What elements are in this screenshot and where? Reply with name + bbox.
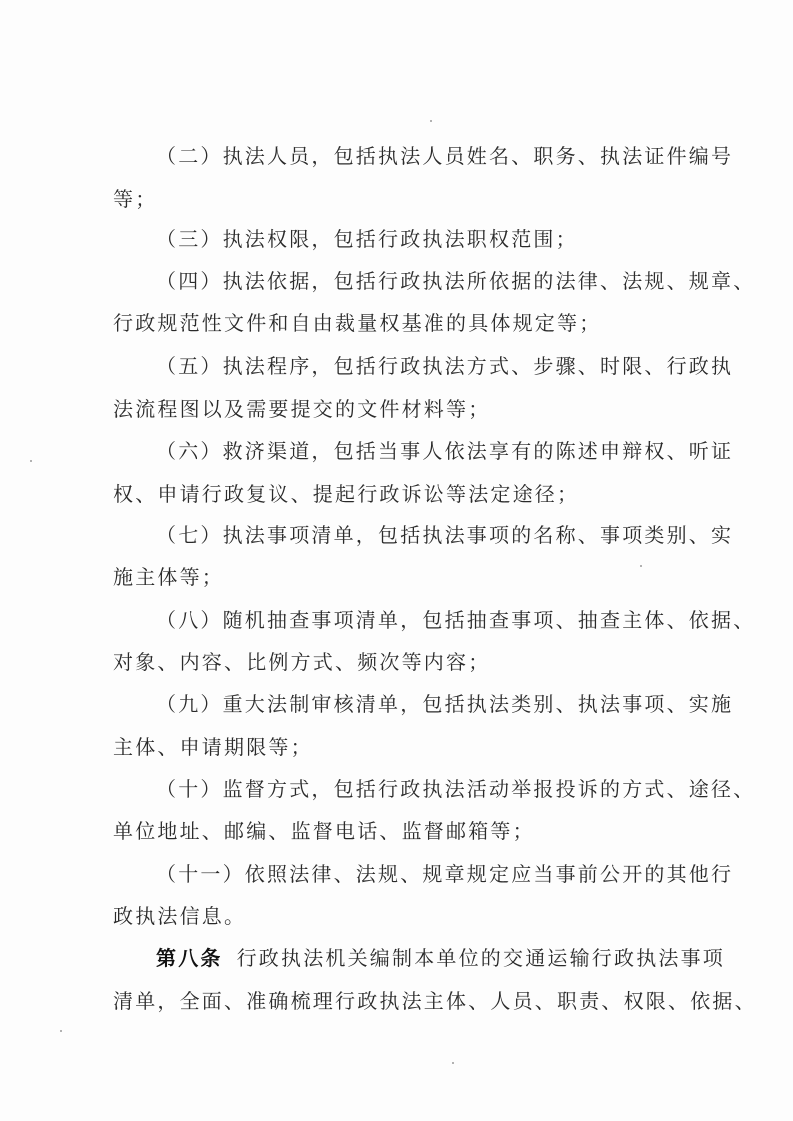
text-line: 单位地址、邮编、监督电话、监督邮箱等； [113,819,535,843]
text-line: 政执法信息。 [113,904,247,928]
scan-speck [430,120,432,122]
text-line: 主体、申请期限等； [113,735,313,759]
text-line: （三）执法权限，包括行政执法职权范围； [156,227,578,251]
text-line: 权、申请行政复议、提起行政诉讼等法定途径； [113,482,580,506]
scan-speck [640,565,642,567]
article-eight-text: 行政执法机关编制本单位的交通运输行政执法事项 [236,946,726,970]
text-line: （五）执法程序，包括行政执法方式、步骤、时限、行政执 [156,354,734,378]
text-line: （四）执法依据，包括行政执法所依据的法律、法规、规章、 [156,269,756,293]
article-eight-line [156,945,726,971]
text-line: （二）执法人员，包括执法人员姓名、职务、执法证件编号 [156,144,734,168]
text-line: 施主体等； [113,565,224,589]
text-line: （七）执法事项清单，包括执法事项的名称、事项类别、实 [156,523,734,547]
text-line: 法流程图以及需要提交的文件材料等； [113,397,491,421]
scan-speck [30,460,32,462]
text-line: （九）重大法制审核清单，包括执法类别、执法事项、实施 [156,692,734,716]
scan-speck [60,1030,62,1032]
text-line: （六）救济渠道，包括当事人依法享有的陈述申辩权、听证 [156,439,734,463]
text-line: （十一）依照法律、法规、规章规定应当事前公开的其他行 [156,862,734,886]
text-line: 清单，全面、准确梳理行政执法主体、人员、职责、权限、依据、 [113,989,757,1013]
text-line: 行政规范性文件和自由裁量权基准的具体规定等； [113,311,602,335]
text-line: （十）监督方式，包括行政执法活动举报投诉的方式、途径、 [156,777,756,801]
text-line: （八）随机抽查事项清单，包括抽查事项、抽查主体、依据、 [156,608,756,632]
text-line: 对象、内容、比例方式、频次等内容； [113,650,491,674]
text-line: 等； [113,187,158,211]
scan-speck [452,1062,454,1064]
article-eight-heading: 第八条 [156,946,223,970]
